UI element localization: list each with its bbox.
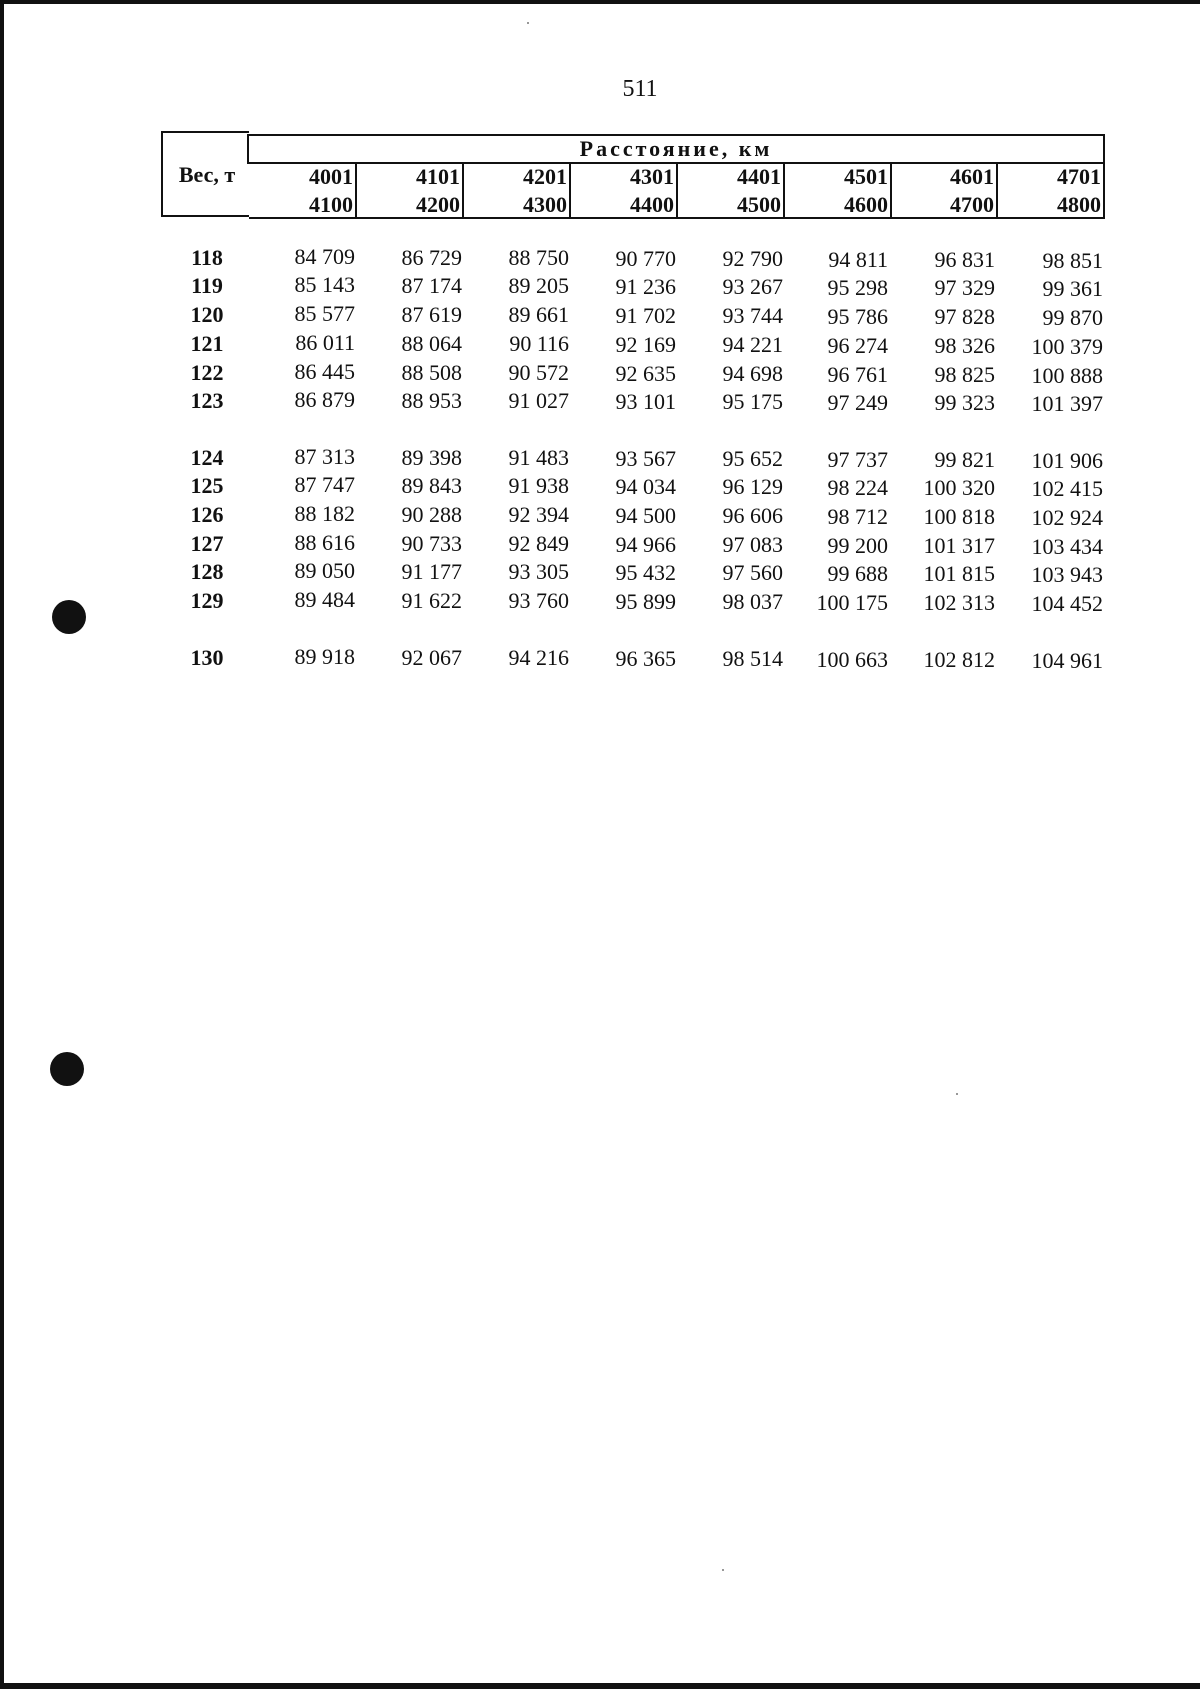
table-cell: 88 953: [401, 387, 462, 413]
table-cell: 91 938: [508, 473, 569, 498]
scan-speck: [527, 22, 529, 24]
table-cell: 97 737: [827, 446, 888, 472]
column-header-to: 4300: [523, 192, 567, 217]
table-cell: 100 175: [816, 589, 888, 615]
table-cell: 91 177: [401, 558, 462, 584]
table-cell: 93 744: [722, 303, 783, 328]
table-cell: 86 879: [294, 387, 355, 412]
table-cell: 96 606: [722, 503, 783, 528]
row-weight: 119: [191, 273, 223, 298]
table-cell: 103 434: [1031, 533, 1103, 559]
table-cell: 88 508: [401, 359, 462, 385]
table-cell: 98 712: [827, 503, 888, 529]
table-cell: 85 577: [294, 301, 355, 326]
table-cell: 95 432: [615, 559, 676, 585]
table-cell: 92 067: [401, 644, 462, 670]
table-cell: 88 750: [508, 245, 569, 270]
row-weight: 130: [190, 645, 224, 670]
table-cell: 85 143: [294, 272, 355, 297]
table-cell: 92 849: [508, 531, 569, 556]
table-cell: 98 514: [722, 646, 783, 671]
table-cell: 102 415: [1031, 475, 1103, 501]
column-header: [890, 163, 998, 219]
table-cell: 98 326: [934, 333, 995, 358]
row-weight: 123: [190, 388, 224, 413]
table-cell: 98 851: [1042, 247, 1103, 273]
distance-header: Расстояние, км: [579, 136, 773, 161]
table-cell: 89 918: [294, 644, 355, 669]
scan-speck: [956, 1093, 958, 1095]
table-cell: 102 812: [923, 647, 995, 672]
table-cell: 96 761: [827, 361, 888, 387]
column-header: [356, 163, 464, 219]
column-header-to: 4200: [416, 192, 460, 217]
column-header-from: 4401: [737, 164, 781, 189]
table-cell: 97 560: [722, 560, 783, 585]
table-cell: 90 288: [401, 501, 462, 527]
table-cell: 99 821: [934, 447, 995, 472]
table-cell: 88 182: [294, 501, 355, 526]
table-cell: 96 831: [934, 247, 995, 272]
column-header-from: 4201: [523, 164, 567, 189]
table-cell: 90 572: [508, 360, 569, 385]
table-cell: 95 786: [827, 303, 888, 329]
column-header: [997, 163, 1105, 219]
table-cell: 87 619: [401, 301, 462, 327]
table-cell: 94 966: [615, 531, 676, 557]
table-cell: 92 169: [615, 331, 676, 357]
table-cell: 91 483: [508, 445, 569, 470]
table-cell: 101 815: [923, 561, 995, 586]
column-header-to: 4500: [737, 192, 781, 217]
table-cell: 97 249: [827, 389, 888, 415]
table-cell: 94 034: [615, 473, 676, 499]
table-cell: 102 313: [923, 590, 995, 615]
column-header: [463, 163, 571, 219]
table-cell: 89 661: [508, 302, 569, 327]
table-cell: 84 709: [294, 244, 355, 269]
table-cell: 87 313: [294, 444, 355, 469]
table-cell: 99 688: [827, 560, 888, 586]
table-cell: 103 943: [1031, 561, 1103, 587]
row-weight: 128: [190, 559, 224, 584]
page-edge-bottom: [0, 1683, 1200, 1689]
row-weight: 120: [190, 302, 224, 327]
column-header-from: 4001: [309, 164, 353, 189]
table-cell: 87 747: [294, 472, 355, 497]
weight-header: Вес, т: [178, 162, 236, 187]
table-cell: 86 445: [294, 359, 355, 384]
punch-hole: [50, 1052, 84, 1086]
row-weight: 122: [190, 360, 224, 385]
column-header-from: 4501: [844, 164, 888, 189]
punch-hole: [52, 600, 86, 634]
table-cell: 98 224: [827, 474, 888, 500]
column-header: [570, 163, 678, 219]
table-cell: 97 828: [934, 304, 995, 329]
table-cell: 96 129: [722, 474, 783, 499]
table-cell: 98 037: [722, 589, 783, 614]
row-weight: 127: [190, 531, 224, 556]
table-cell: 89 484: [294, 587, 355, 612]
table-cell: 94 698: [722, 361, 783, 386]
table-cell: 102 924: [1031, 504, 1103, 530]
table-cell: 101 906: [1031, 447, 1103, 473]
table-cell: 86 729: [401, 244, 462, 270]
table-cell: 92 394: [508, 502, 569, 527]
table-cell: 95 899: [615, 588, 676, 614]
table-cell: 95 298: [827, 274, 888, 300]
column-header-from: 4601: [950, 164, 994, 189]
table-cell: 94 811: [828, 246, 888, 272]
column-header-to: 4100: [309, 192, 353, 217]
scan-speck: [722, 1569, 724, 1571]
column-header-from: 4301: [630, 164, 674, 189]
table-cell: 100 818: [923, 504, 995, 529]
table-cell: 89 843: [401, 472, 462, 498]
table-cell: 89 205: [508, 273, 569, 298]
table-cell: 90 733: [401, 530, 462, 556]
column-header: [677, 163, 785, 219]
column-header: [249, 163, 357, 219]
table-cell: 92 635: [615, 360, 676, 386]
table-cell: 99 361: [1042, 275, 1103, 301]
column-header-to: 4700: [950, 192, 994, 217]
column-header-from: 4701: [1057, 164, 1101, 189]
table-cell: 93 760: [508, 588, 569, 613]
row-weight: 121: [190, 331, 224, 356]
table-cell: 94 500: [615, 502, 676, 528]
table-cell: 101 397: [1031, 390, 1103, 416]
table-cell: 97 083: [722, 532, 783, 557]
row-weight: 126: [190, 502, 224, 527]
table-cell: 98 825: [934, 362, 995, 387]
row-weight: 124: [190, 445, 224, 470]
table-cell: 93 305: [508, 559, 569, 584]
table-cell: 89 050: [294, 558, 355, 583]
table-cell: 91 236: [615, 273, 676, 299]
table-cell: 94 216: [508, 645, 569, 670]
table-cell: 89 398: [401, 444, 462, 470]
table-cell: 100 320: [923, 475, 995, 500]
table-cell: 96 365: [615, 645, 676, 671]
table-cell: 99 323: [934, 390, 995, 415]
table-cell: 99 870: [1042, 304, 1103, 330]
table-cell: 104 961: [1031, 647, 1103, 673]
table-cell: 100 888: [1031, 362, 1103, 388]
table-cell: 93 101: [615, 388, 676, 414]
column-header-from: 4101: [416, 164, 460, 189]
row-weight: 118: [191, 245, 223, 270]
column-header-to: 4600: [844, 192, 888, 217]
table-cell: 88 064: [401, 330, 462, 356]
table-cell: 92 790: [722, 246, 783, 271]
table-cell: 100 663: [816, 646, 888, 672]
table-cell: 95 175: [722, 389, 783, 414]
table-cell: 96 274: [827, 332, 888, 358]
table-cell: 91 027: [508, 388, 569, 413]
page-edge-left: [0, 0, 4, 1689]
table-cell: 88 616: [294, 530, 355, 555]
table-cell: 104 452: [1031, 590, 1103, 616]
table-cell: 99 200: [827, 532, 888, 558]
table-cell: 93 567: [615, 445, 676, 471]
table-cell: 97 329: [934, 275, 995, 300]
page-number: 511: [622, 76, 658, 102]
column-header: [784, 163, 892, 219]
table-cell: 94 221: [722, 332, 783, 357]
table-cell: 90 116: [509, 331, 569, 356]
row-weight: 125: [190, 473, 224, 498]
column-header-to: 4400: [630, 192, 674, 217]
column-header-to: 4800: [1057, 192, 1101, 217]
table-cell: 90 770: [615, 245, 676, 271]
table-cell: 87 174: [401, 272, 462, 298]
table-cell: 91 622: [401, 587, 462, 613]
table-cell: 95 652: [722, 446, 783, 471]
table-cell: 93 267: [722, 274, 783, 299]
row-weight: 129: [190, 588, 224, 613]
table-cell: 91 702: [615, 302, 676, 328]
page-edge-top: [0, 0, 1200, 4]
table-cell: 100 379: [1031, 333, 1103, 359]
table-cell: 101 317: [923, 533, 995, 558]
table-cell: 86 011: [295, 330, 355, 355]
